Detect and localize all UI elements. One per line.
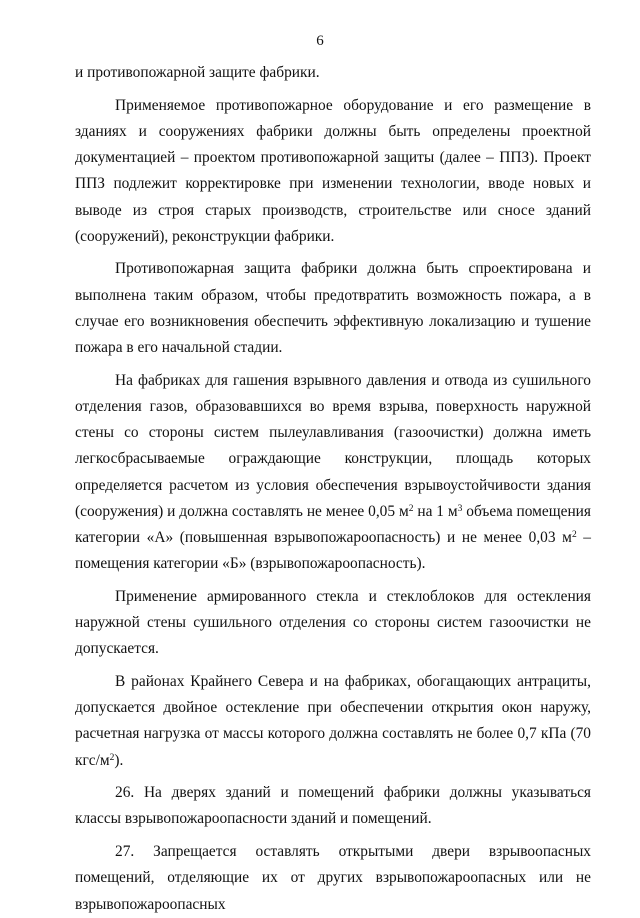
- document-body: [75, 60, 591, 918]
- text-run: ).: [114, 751, 124, 769]
- superscript: 3: [457, 503, 463, 514]
- text-run: На фабриках для гашения взрывного давления и отвода из сушильного отделения газов, образовавшихся во время взрыва, поверхность наружной стены со стороны систем пылеулавливания (газоочистки) должна иметь легкосбрасываемые ограждающие конструкции, площадь которых определяется расчетом из условия обеспечения взрывоустойчивости здания (сооружения) и должна составлять не менее 0,05 м: [75, 371, 591, 520]
- paragraph-27-open-doors: 27. Запрещается оставлять открытыми двери взрывоопасных помещений, отделяющие их от других взрывопожароопасных или не взрывопожароопасных: [75, 843, 591, 913]
- paragraph-explosion-relief: [75, 368, 591, 578]
- superscript: 2: [109, 752, 115, 763]
- text-run: на 1 м: [413, 502, 458, 520]
- paragraph-reinforced-glass: Применение армированного стекла и стеклоблоков для остекления наружной стены сушильного отделения со стороны систем газоочистки не допускается.: [75, 587, 591, 658]
- superscript: 2: [571, 529, 577, 540]
- superscript: 2: [408, 503, 414, 514]
- text-run: объема помещения категории «А» (повышенная взрывопожароопасность) и не менее 0,03 м: [75, 502, 591, 546]
- paragraph-fire-protection-design: Противопожарная защита фабрики должна быть спроектирована и выполнена таким образом, чтобы предотвратить возможность пожара, а в случае его возникновения обеспечить эффективную локализацию и тушение пожара в его начальной стадии.: [75, 260, 591, 357]
- paragraph-26-door-classes: 26. На дверях зданий и помещений фабрики должны указываться классы взрывопожароопасности зданий и помещений.: [75, 784, 591, 828]
- text-run: В районах Крайнего Севера и на фабриках, обогащающих антрациты, допускается двойное остекление при обеспечении открытия окон наружу, расчетная нагрузка от массы которого должна составлять не более 0,7 кПа (70 кгс/м: [75, 672, 591, 769]
- paragraph-continuation: и противопожарной защите фабрики.: [75, 64, 320, 81]
- page-number: 6: [316, 33, 324, 49]
- paragraph-fire-equipment: Применяемое противопожарное оборудование и его размещение в зданиях и сооружениях фабрики должны быть определены проектной документацией – проектом противопожарной защиты (далее – ППЗ). Проект ППЗ подлежит корректировке при изменении технологии, вводе новых и выводе из строя старых производств, строительстве или сносе зданий (сооружений), реконструкции фабрики.: [75, 96, 591, 245]
- paragraph-far-north-glazing: [75, 669, 591, 774]
- text-run: – помещения категории «Б» (взрывопожароопасность).: [75, 528, 592, 573]
